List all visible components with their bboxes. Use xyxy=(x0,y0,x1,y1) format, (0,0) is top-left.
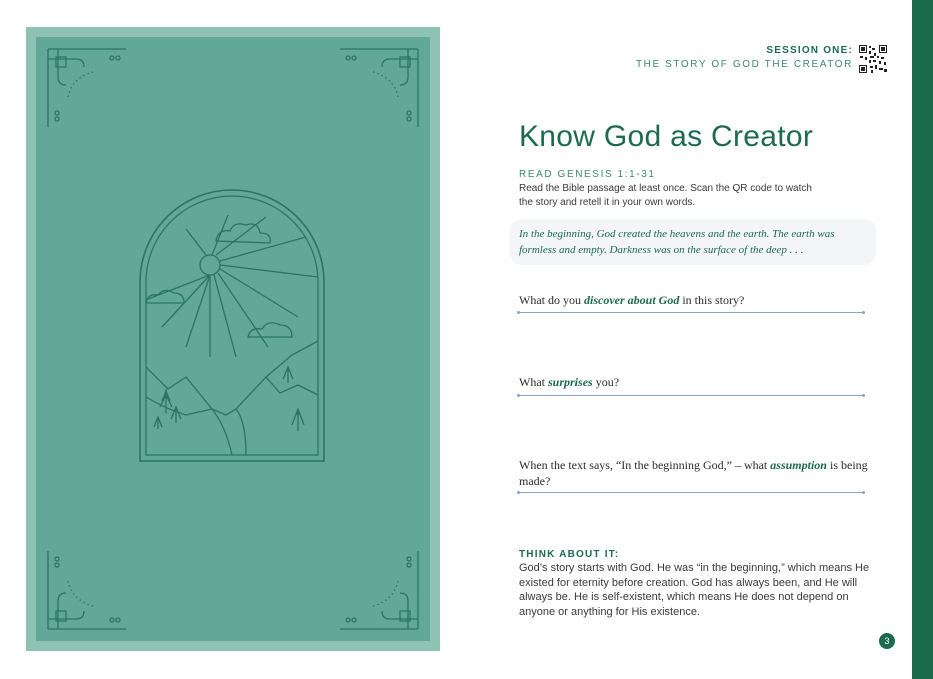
question-1: What do you discover about God in this story? xyxy=(519,293,745,307)
answer-line[interactable] xyxy=(519,312,863,313)
page-title: Know God as Creator xyxy=(519,120,814,153)
ornamental-corner-icon xyxy=(48,551,126,629)
think-about-it-heading: THINK ABOUT IT: xyxy=(519,549,620,560)
cover-illustration xyxy=(36,37,430,641)
session-label: SESSION ONE: xyxy=(766,45,853,56)
answer-line[interactable] xyxy=(519,492,863,493)
page-number: 3 xyxy=(879,633,895,649)
question-3: When the text says, “In the beginning God,” – what assumption is being made? xyxy=(519,458,868,488)
question-emphasis: assumption xyxy=(770,458,827,472)
page-edge-bar xyxy=(912,0,933,679)
ornamental-corner-icon xyxy=(340,551,418,629)
cover-panel xyxy=(26,27,440,651)
answer-line[interactable] xyxy=(519,395,863,396)
qr-code-icon[interactable] xyxy=(858,44,888,74)
session-header xyxy=(636,45,853,70)
session-title: THE STORY OF GOD THE CREATOR xyxy=(635,59,853,70)
passage-label: READ GENESIS 1:1-31 xyxy=(519,169,656,180)
think-about-it-body: God’s story starts with God. He was “in the beginning,” which means He existed for eternity before creation. God has always been, and He will always be. He is self-existent, which means He does not depend on anyone or anything for His existence. xyxy=(519,562,870,618)
question-emphasis: discover about God xyxy=(584,293,680,307)
ornamental-corner-icon xyxy=(340,49,418,127)
scripture-box xyxy=(510,219,876,265)
instructions-text: Read the Bible passage at least once. Scan the QR code to watch the story and retell it in your own words. xyxy=(519,183,812,208)
question-emphasis: surprises xyxy=(548,375,593,389)
question-2: What surprises you? xyxy=(519,375,620,389)
cover-illustration-area xyxy=(36,37,430,641)
ornamental-corner-icon xyxy=(48,49,126,127)
scripture-quote: In the beginning, God created the heavens and the earth. The earth was formless and empty. Darkness was on the surface of the deep . . . xyxy=(519,228,835,256)
